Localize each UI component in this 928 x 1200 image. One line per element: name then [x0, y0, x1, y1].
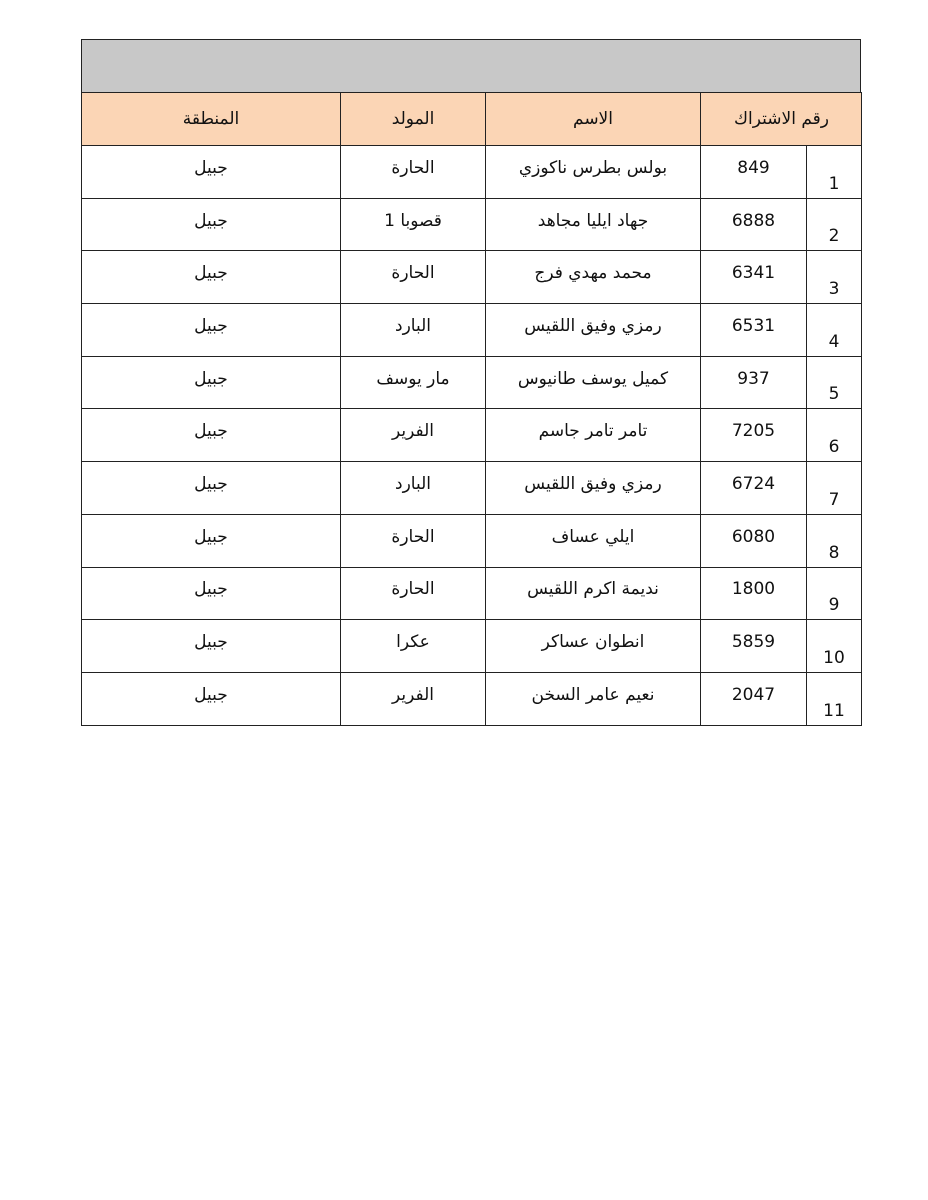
row-index-cell: [807, 356, 862, 409]
subscription-number-cell: [701, 514, 807, 567]
name-cell-text: ايلي عساف: [551, 526, 635, 547]
row-index-cell: [807, 409, 862, 462]
name-cell: [486, 409, 701, 462]
birthplace-cell: [341, 672, 486, 725]
subscription-number-cell: [701, 146, 807, 199]
birthplace-cell: [341, 251, 486, 304]
region-cell: [82, 567, 341, 620]
table-row: [82, 514, 862, 567]
region-cell-text: جبيل: [194, 368, 228, 389]
region-cell-text: جبيل: [194, 263, 228, 284]
table-body: [82, 146, 862, 726]
name-cell-text: نديمة اكرم اللقيس: [527, 579, 659, 600]
row-index-cell: [807, 251, 862, 304]
region-cell-text: جبيل: [194, 579, 228, 600]
name-cell: [486, 462, 701, 515]
region-cell: [82, 146, 341, 199]
name-cell-text: رمزي وفيق اللقيس: [524, 315, 662, 336]
name-cell-text: جهاد ايليا مجاهد: [537, 210, 649, 231]
row-index-cell-text: 6: [828, 437, 840, 458]
region-cell: [82, 356, 341, 409]
subscription-number-cell-text: 5859: [731, 632, 776, 653]
subscription-number-cell-text: 6888: [731, 210, 776, 231]
header-birthplace: المولد: [341, 93, 486, 146]
table-row: [82, 304, 862, 357]
birthplace-cell-text: عكرا: [396, 632, 430, 653]
row-index-cell-text: 3: [828, 279, 840, 300]
row-index-cell: [807, 304, 862, 357]
row-index-cell: [807, 198, 862, 251]
region-cell: [82, 620, 341, 673]
subscription-number-cell-text: 6341: [731, 263, 776, 284]
region-cell-text: جبيل: [194, 157, 228, 178]
roster-sheet: [81, 39, 861, 726]
table-row: [82, 146, 862, 199]
birthplace-cell: [341, 567, 486, 620]
table-row: [82, 672, 862, 725]
subscription-number-cell-text: 7205: [731, 421, 776, 442]
birthplace-cell: [341, 304, 486, 357]
birthplace-cell: [341, 514, 486, 567]
row-index-cell: [807, 672, 862, 725]
row-index-cell: [807, 462, 862, 515]
row-index-cell: [807, 514, 862, 567]
birthplace-cell-text: الفرير: [392, 684, 434, 705]
birthplace-cell-text: الحارة: [391, 157, 435, 178]
row-index-cell-text: 10: [823, 647, 845, 668]
name-cell-text: نعيم عامر السخن: [531, 684, 655, 705]
region-cell-text: جبيل: [194, 315, 228, 336]
row-index-cell: [807, 567, 862, 620]
name-cell-text: انطوان عساكر: [541, 632, 645, 653]
region-cell-text: جبيل: [194, 473, 228, 494]
name-cell: [486, 620, 701, 673]
table-row: [82, 620, 862, 673]
header-region: المنطقة: [82, 93, 341, 146]
row-index-cell: [807, 146, 862, 199]
region-cell-text: جبيل: [194, 210, 228, 231]
region-cell-text: جبيل: [194, 421, 228, 442]
row-index-cell-text: 9: [828, 595, 840, 616]
row-index-cell-text: 8: [828, 542, 840, 563]
region-cell: [82, 198, 341, 251]
subscription-number-cell-text: 6531: [731, 315, 776, 336]
name-cell: [486, 304, 701, 357]
region-cell: [82, 672, 341, 725]
subscription-number-cell: [701, 251, 807, 304]
subscription-number-cell: [701, 304, 807, 357]
name-cell: [486, 146, 701, 199]
subscription-number-cell: [701, 672, 807, 725]
subscription-number-cell-text: 6724: [731, 473, 776, 494]
subscription-number-cell: [701, 620, 807, 673]
name-cell: [486, 514, 701, 567]
birthplace-cell: [341, 146, 486, 199]
table-row: [82, 251, 862, 304]
name-cell: [486, 198, 701, 251]
name-cell-text: كميل يوسف طانيوس: [517, 368, 669, 389]
name-cell-text: بولس بطرس ناكوزي: [518, 157, 668, 178]
subscription-number-cell: [701, 409, 807, 462]
table-title-band: [81, 39, 861, 92]
birthplace-cell-text: مار يوسف: [376, 368, 450, 389]
name-cell: [486, 672, 701, 725]
region-cell: [82, 251, 341, 304]
row-index-cell-text: 7: [828, 489, 840, 510]
table-header-row: [82, 93, 862, 146]
subscription-number-cell: [701, 462, 807, 515]
header-subscription-number: رقم الاشتراك: [701, 93, 862, 146]
birthplace-cell-text: قصوبا 1: [384, 210, 442, 231]
birthplace-cell-text: البارد: [395, 315, 431, 336]
birthplace-cell: [341, 356, 486, 409]
birthplace-cell: [341, 409, 486, 462]
header-name: الاسم: [486, 93, 701, 146]
name-cell-text: محمد مهدي فرج: [534, 263, 652, 284]
region-cell: [82, 409, 341, 462]
row-index-cell-text: 2: [828, 226, 840, 247]
birthplace-cell: [341, 620, 486, 673]
name-cell-text: تامر تامر جاسم: [538, 421, 648, 442]
birthplace-cell-text: البارد: [395, 473, 431, 494]
table-row: [82, 356, 862, 409]
region-cell-text: جبيل: [194, 526, 228, 547]
row-index-cell-text: 5: [828, 384, 840, 405]
row-index-cell-text: 11: [823, 700, 845, 721]
birthplace-cell-text: الحارة: [391, 526, 435, 547]
row-index-cell-text: 4: [828, 331, 840, 352]
table-row: [82, 198, 862, 251]
row-index-cell: [807, 620, 862, 673]
table-row: [82, 409, 862, 462]
name-cell-text: رمزي وفيق اللقيس: [524, 473, 662, 494]
birthplace-cell: [341, 198, 486, 251]
region-cell: [82, 304, 341, 357]
subscribers-table: [81, 92, 862, 726]
table-row: [82, 462, 862, 515]
region-cell-text: جبيل: [194, 684, 228, 705]
subscription-number-cell-text: 937: [737, 368, 770, 389]
name-cell: [486, 356, 701, 409]
subscription-number-cell: [701, 198, 807, 251]
row-index-cell-text: 1: [828, 173, 840, 194]
birthplace-cell-text: الفرير: [392, 421, 434, 442]
region-cell-text: جبيل: [194, 632, 228, 653]
name-cell: [486, 251, 701, 304]
birthplace-cell-text: الحارة: [391, 579, 435, 600]
name-cell: [486, 567, 701, 620]
region-cell: [82, 462, 341, 515]
subscription-number-cell: [701, 567, 807, 620]
subscription-number-cell: [701, 356, 807, 409]
subscription-number-cell-text: 1800: [731, 579, 776, 600]
subscription-number-cell-text: 849: [737, 157, 770, 178]
region-cell: [82, 514, 341, 567]
birthplace-cell: [341, 462, 486, 515]
subscription-number-cell-text: 2047: [731, 684, 776, 705]
birthplace-cell-text: الحارة: [391, 263, 435, 284]
table-row: [82, 567, 862, 620]
subscription-number-cell-text: 6080: [731, 526, 776, 547]
